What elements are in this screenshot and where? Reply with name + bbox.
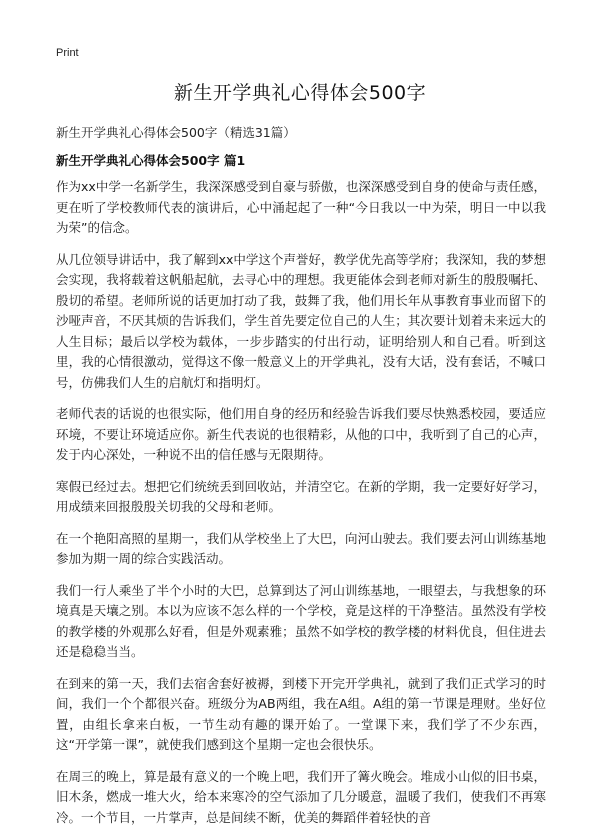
article-body xyxy=(56,177,546,828)
section-heading: 新生开学典礼心得体会500字 篇1 xyxy=(56,153,246,168)
paragraph: 在周三的晚上，算是最有意义的一个晚上吧，我们开了篝火晚会。堆成小山似的旧书桌，旧木条，燃成一堆大火，给本来寒冷的空气添加了几分暖意，温暖了我们，使我们不再寒冷。一个节目，一片掌声，总是间续不断，优美的舞蹈伴着轻快的音 xyxy=(56,768,546,825)
paragraph: 在到来的第一天，我们去宿舍套好被褥，到楼下开完开学典礼，就到了我们正式学习的时间，我们一个个都很兴奋。班级分为AB两组，我在A组。A组的第一节课是理财。坐好位置，由组长拿来白板，一节生动有趣的课开始了。一堂课下来，我们学了不少东西，这“开学第一课”，就使我们感到这个星期一定也会很快乐。 xyxy=(56,675,546,752)
paragraph: 从几位领导讲话中，我了解到xx中学这个声誉好，教学优先高等学府；我深知，我的梦想会实现，我将载着这帆船起航，去寻心中的理想。我更能体会到老师对新生的殷殷嘱托、殷切的希望。老师所说的话更加打动了我，鼓舞了我，他们用长年从事教育事业而留下的沙哑声音，不厌其烦的告诉我们，学生首先要定位自己的人生；其次要计划着未来远大的人生目标；最后以学校为载体，一步步踏实的付出行动，证明给别人和自己看。听到这里，我的心情很激动，觉得这不像一般意义上的开学典礼，没有大话，没有套话，不喊口号，仿佛我们人生的启航灯和指明灯。 xyxy=(56,251,546,390)
paragraph: 我们一行人乘坐了半个小时的大巴，总算到达了河山训练基地，一眼望去，与我想象的环境真是天壤之别。本以为应该不怎么样的一个学校，竟是这样的干净整洁。虽然没有学校的教学楼的外观那么好看，但是外观素雅；虽然不如学校的教学楼的材料优良，但住进去还是稳稳当当。 xyxy=(56,582,546,659)
document-subtitle: 新生开学典礼心得体会500字（精选31篇） xyxy=(56,125,296,140)
paragraph: 作为xx中学一名新学生，我深深感受到自豪与骄傲，也深深感受到自身的使命与责任感，更在听了学校教师代表的演讲后，心中涌起起了一种“今日我以一中为荣，明日一中以我为荣”的信念。 xyxy=(56,179,546,235)
paragraph: 老师代表的话说的也很实际，他们用自身的经历和经验告诉我们要尽快熟悉校园，要适应环境，不要让环境适应你。新生代表说的也很精彩，从他的口中，我听到了自己的心声，发于内心深处，一种说不出的信任感与无限期待。 xyxy=(56,406,546,462)
paragraph: 在一个艳阳高照的星期一，我们从学校坐上了大巴，向河山驶去。我们要去河山训练基地参加为期一周的综合实践活动。 xyxy=(56,530,546,566)
document-title: 新生开学典礼心得体会500字 xyxy=(173,82,427,104)
print-link[interactable]: Print xyxy=(56,47,79,59)
paragraph: 寒假已经过去。想把它们统统丢到回收站，并清空它。在新的学期，我一定要好好学习，用成绩来回报殷殷关切我的父母和老师。 xyxy=(56,478,546,514)
